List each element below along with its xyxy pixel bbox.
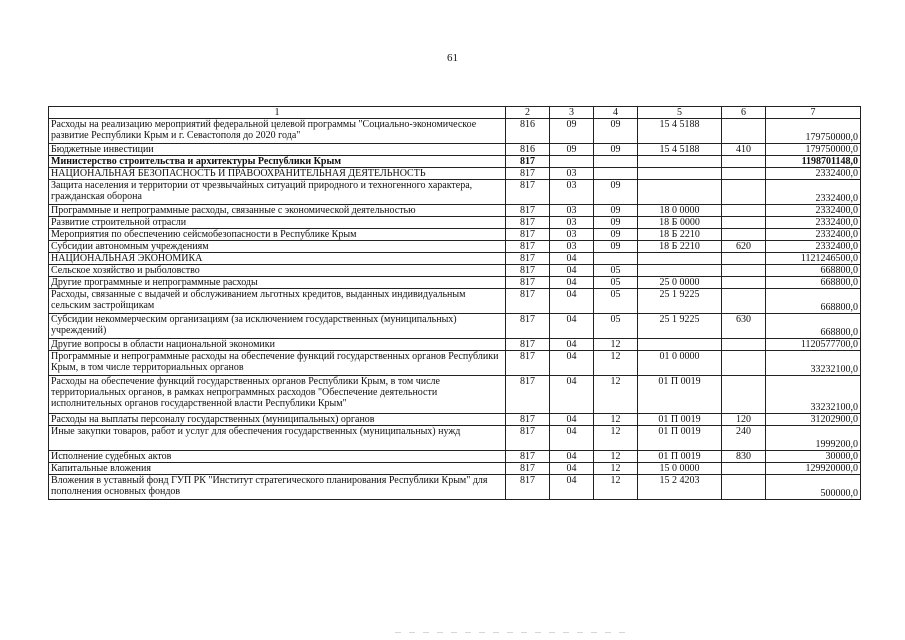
table-row [49, 156, 861, 168]
row-code-col2: 817 [506, 253, 550, 265]
table-row [49, 277, 861, 289]
row-code-col6 [722, 156, 766, 168]
row-name-cell: Расходы на реализацию мероприятий федеральной целевой программы "Социально-экономическое развитие Республики Крым и г. Севастополя до 2020 года" [49, 119, 506, 144]
row-amount-cell: 33232100,0 [766, 351, 861, 376]
table-row [49, 451, 861, 463]
header-cell-3: 3 [550, 107, 594, 119]
row-amount-cell: 1121246500,0 [766, 253, 861, 265]
budget-table [48, 106, 861, 500]
row-code-col5: 18 Б 0000 [638, 217, 722, 229]
row-name-cell: Иные закупки товаров, работ и услуг для обеспечения государственных (муниципальных) нужд [49, 426, 506, 451]
row-amount-cell: 179750000,0 [766, 144, 861, 156]
row-code-col5 [638, 253, 722, 265]
row-name-cell: Программные и непрограммные расходы, связанные с экономической деятельностью [49, 205, 506, 217]
row-code-col3: 03 [550, 241, 594, 253]
table-row [49, 180, 861, 205]
row-code-col3 [550, 156, 594, 168]
row-code-col6 [722, 180, 766, 205]
row-amount-cell: 179750000,0 [766, 119, 861, 144]
row-code-col2: 817 [506, 168, 550, 180]
row-code-col4: 09 [594, 144, 638, 156]
row-code-col2: 817 [506, 414, 550, 426]
table-row [49, 168, 861, 180]
row-code-col5 [638, 339, 722, 351]
scan-artifact [395, 632, 625, 633]
row-amount-cell: 668800,0 [766, 277, 861, 289]
row-code-col2: 817 [506, 339, 550, 351]
row-code-col5: 25 0 0000 [638, 277, 722, 289]
table-row [49, 426, 861, 451]
header-cell-7: 7 [766, 107, 861, 119]
row-code-col3: 09 [550, 144, 594, 156]
row-amount-cell: 1198701148,0 [766, 156, 861, 168]
table-row [49, 253, 861, 265]
row-code-col5: 01 П 0019 [638, 414, 722, 426]
row-code-col3: 09 [550, 119, 594, 144]
row-code-col4: 05 [594, 289, 638, 314]
row-amount-cell: 129920000,0 [766, 463, 861, 475]
row-code-col3: 04 [550, 351, 594, 376]
row-code-col3: 04 [550, 414, 594, 426]
row-code-col6 [722, 168, 766, 180]
table-row [49, 339, 861, 351]
table-row [49, 217, 861, 229]
row-amount-cell: 500000,0 [766, 475, 861, 500]
row-name-cell: Исполнение судебных актов [49, 451, 506, 463]
row-code-col3: 03 [550, 217, 594, 229]
row-code-col3: 03 [550, 205, 594, 217]
row-code-col4: 05 [594, 314, 638, 339]
row-code-col6 [722, 217, 766, 229]
row-code-col5: 15 4 5188 [638, 119, 722, 144]
row-code-col2: 817 [506, 351, 550, 376]
header-cell-1: 1 [49, 107, 506, 119]
row-code-col6 [722, 463, 766, 475]
row-name-cell: Расходы, связанные с выдачей и обслуживанием льготных кредитов, выданных индивидуальным сельским застройщикам [49, 289, 506, 314]
row-code-col3: 04 [550, 426, 594, 451]
row-code-col4: 09 [594, 241, 638, 253]
row-code-col6 [722, 351, 766, 376]
row-code-col6: 240 [722, 426, 766, 451]
row-name-cell: Субсидии автономным учреждениям [49, 241, 506, 253]
row-code-col4: 12 [594, 451, 638, 463]
row-code-col3: 04 [550, 376, 594, 414]
row-code-col6: 830 [722, 451, 766, 463]
row-amount-cell: 2332400,0 [766, 168, 861, 180]
row-code-col6 [722, 253, 766, 265]
row-code-col4: 09 [594, 180, 638, 205]
row-code-col6 [722, 229, 766, 241]
row-code-col2: 817 [506, 451, 550, 463]
page-number: 61 [447, 52, 458, 64]
table-row [49, 376, 861, 414]
row-code-col3: 03 [550, 229, 594, 241]
row-code-col4: 09 [594, 205, 638, 217]
table-row [49, 265, 861, 277]
row-code-col6 [722, 205, 766, 217]
row-code-col5: 01 П 0019 [638, 376, 722, 414]
row-code-col6 [722, 119, 766, 144]
row-amount-cell: 30000,0 [766, 451, 861, 463]
table-row [49, 414, 861, 426]
row-amount-cell: 2332400,0 [766, 205, 861, 217]
header-cell-2: 2 [506, 107, 550, 119]
row-amount-cell: 1120577700,0 [766, 339, 861, 351]
row-code-col5: 15 4 5188 [638, 144, 722, 156]
table-row [49, 289, 861, 314]
table-header-row [49, 107, 861, 119]
row-code-col2: 817 [506, 217, 550, 229]
row-code-col6 [722, 277, 766, 289]
header-cell-5: 5 [638, 107, 722, 119]
row-name-cell: Министерство строительства и архитектуры Республики Крым [49, 156, 506, 168]
row-code-col3: 04 [550, 463, 594, 475]
row-code-col4 [594, 168, 638, 180]
row-code-col6 [722, 289, 766, 314]
row-code-col2: 816 [506, 119, 550, 144]
row-code-col3: 03 [550, 168, 594, 180]
row-code-col5: 15 2 4203 [638, 475, 722, 500]
row-name-cell: Капитальные вложения [49, 463, 506, 475]
row-code-col5 [638, 180, 722, 205]
row-code-col6: 120 [722, 414, 766, 426]
row-code-col3: 04 [550, 314, 594, 339]
table-row [49, 119, 861, 144]
table-row [49, 314, 861, 339]
row-name-cell: Другие вопросы в области национальной экономики [49, 339, 506, 351]
row-code-col2: 817 [506, 241, 550, 253]
row-code-col5: 01 П 0019 [638, 426, 722, 451]
row-code-col5 [638, 265, 722, 277]
row-code-col5: 01 П 0019 [638, 451, 722, 463]
row-code-col3: 04 [550, 253, 594, 265]
row-code-col6: 620 [722, 241, 766, 253]
row-name-cell: Сельское хозяйство и рыболовство [49, 265, 506, 277]
row-code-col4: 05 [594, 277, 638, 289]
row-code-col5: 18 Б 2210 [638, 229, 722, 241]
row-amount-cell: 1999200,0 [766, 426, 861, 451]
table-row [49, 475, 861, 500]
table-row [49, 144, 861, 156]
row-code-col4: 12 [594, 414, 638, 426]
row-name-cell: НАЦИОНАЛЬНАЯ ЭКОНОМИКА [49, 253, 506, 265]
row-code-col2: 817 [506, 229, 550, 241]
row-code-col6 [722, 265, 766, 277]
row-code-col4: 12 [594, 426, 638, 451]
row-code-col6: 630 [722, 314, 766, 339]
row-code-col6 [722, 339, 766, 351]
row-code-col4: 12 [594, 475, 638, 500]
row-code-col4: 12 [594, 339, 638, 351]
row-code-col2: 817 [506, 277, 550, 289]
row-code-col5: 18 0 0000 [638, 205, 722, 217]
row-code-col3: 04 [550, 451, 594, 463]
row-code-col5: 25 1 9225 [638, 314, 722, 339]
row-code-col3: 04 [550, 339, 594, 351]
row-name-cell: Расходы на выплаты персоналу государственных (муниципальных) органов [49, 414, 506, 426]
row-code-col2: 817 [506, 314, 550, 339]
table-row [49, 463, 861, 475]
row-amount-cell: 668800,0 [766, 289, 861, 314]
row-name-cell: Бюджетные инвестиции [49, 144, 506, 156]
row-name-cell: Мероприятия по обеспечению сейсмобезопасности в Республике Крым [49, 229, 506, 241]
row-code-col5: 18 Б 2210 [638, 241, 722, 253]
row-code-col2: 817 [506, 265, 550, 277]
row-code-col4: 09 [594, 229, 638, 241]
row-name-cell: Защита населения и территории от чрезвычайных ситуаций природного и техногенного характера, гражданская оборона [49, 180, 506, 205]
row-code-col2: 817 [506, 376, 550, 414]
row-code-col5: 15 0 0000 [638, 463, 722, 475]
header-cell-4: 4 [594, 107, 638, 119]
row-amount-cell: 668800,0 [766, 314, 861, 339]
row-code-col2: 817 [506, 426, 550, 451]
row-name-cell: Вложения в уставный фонд ГУП РК "Институт стратегического планирования Республики Крым" для пополнения основных фондов [49, 475, 506, 500]
table-row [49, 229, 861, 241]
row-code-col4: 09 [594, 119, 638, 144]
row-code-col2: 817 [506, 289, 550, 314]
row-name-cell: НАЦИОНАЛЬНАЯ БЕЗОПАСНОСТЬ И ПРАВООХРАНИТЕЛЬНАЯ ДЕЯТЕЛЬНОСТЬ [49, 168, 506, 180]
row-name-cell: Другие программные и непрограммные расходы [49, 277, 506, 289]
row-code-col2: 817 [506, 205, 550, 217]
row-code-col3: 04 [550, 265, 594, 277]
row-amount-cell: 2332400,0 [766, 241, 861, 253]
row-code-col5 [638, 168, 722, 180]
row-code-col4: 09 [594, 217, 638, 229]
row-code-col4: 05 [594, 265, 638, 277]
row-code-col5: 25 1 9225 [638, 289, 722, 314]
table-row [49, 205, 861, 217]
row-code-col4 [594, 253, 638, 265]
row-code-col4: 12 [594, 463, 638, 475]
row-amount-cell: 33232100,0 [766, 376, 861, 414]
row-name-cell: Субсидии некоммерческим организациям (за исключением государственных (муниципальных) учреждений) [49, 314, 506, 339]
table-row [49, 351, 861, 376]
row-code-col2: 817 [506, 463, 550, 475]
row-code-col2: 816 [506, 144, 550, 156]
row-code-col4 [594, 156, 638, 168]
row-code-col5: 01 0 0000 [638, 351, 722, 376]
row-code-col3: 03 [550, 180, 594, 205]
row-code-col6 [722, 475, 766, 500]
row-name-cell: Программные и непрограммные расходы на обеспечение функций государственных органов Республики Крым, в том числе территориальных органов [49, 351, 506, 376]
row-amount-cell: 2332400,0 [766, 229, 861, 241]
row-name-cell: Расходы на обеспечение функций государственных органов Республики Крым, в том числе территориальных органов, в рамках непрограммных расходов "Обеспечение деятельности исполнительных органов государственной власти Республики Крым" [49, 376, 506, 414]
row-code-col4: 12 [594, 376, 638, 414]
row-code-col6 [722, 376, 766, 414]
row-code-col4: 12 [594, 351, 638, 376]
header-cell-6: 6 [722, 107, 766, 119]
row-code-col5 [638, 156, 722, 168]
row-code-col3: 04 [550, 475, 594, 500]
row-code-col3: 04 [550, 277, 594, 289]
row-amount-cell: 2332400,0 [766, 180, 861, 205]
row-code-col2: 817 [506, 180, 550, 205]
row-code-col2: 817 [506, 156, 550, 168]
row-code-col6: 410 [722, 144, 766, 156]
row-amount-cell: 2332400,0 [766, 217, 861, 229]
row-name-cell: Развитие строительной отрасли [49, 217, 506, 229]
row-code-col3: 04 [550, 289, 594, 314]
row-amount-cell: 668800,0 [766, 265, 861, 277]
table-row [49, 241, 861, 253]
row-amount-cell: 31202900,0 [766, 414, 861, 426]
row-code-col2: 817 [506, 475, 550, 500]
